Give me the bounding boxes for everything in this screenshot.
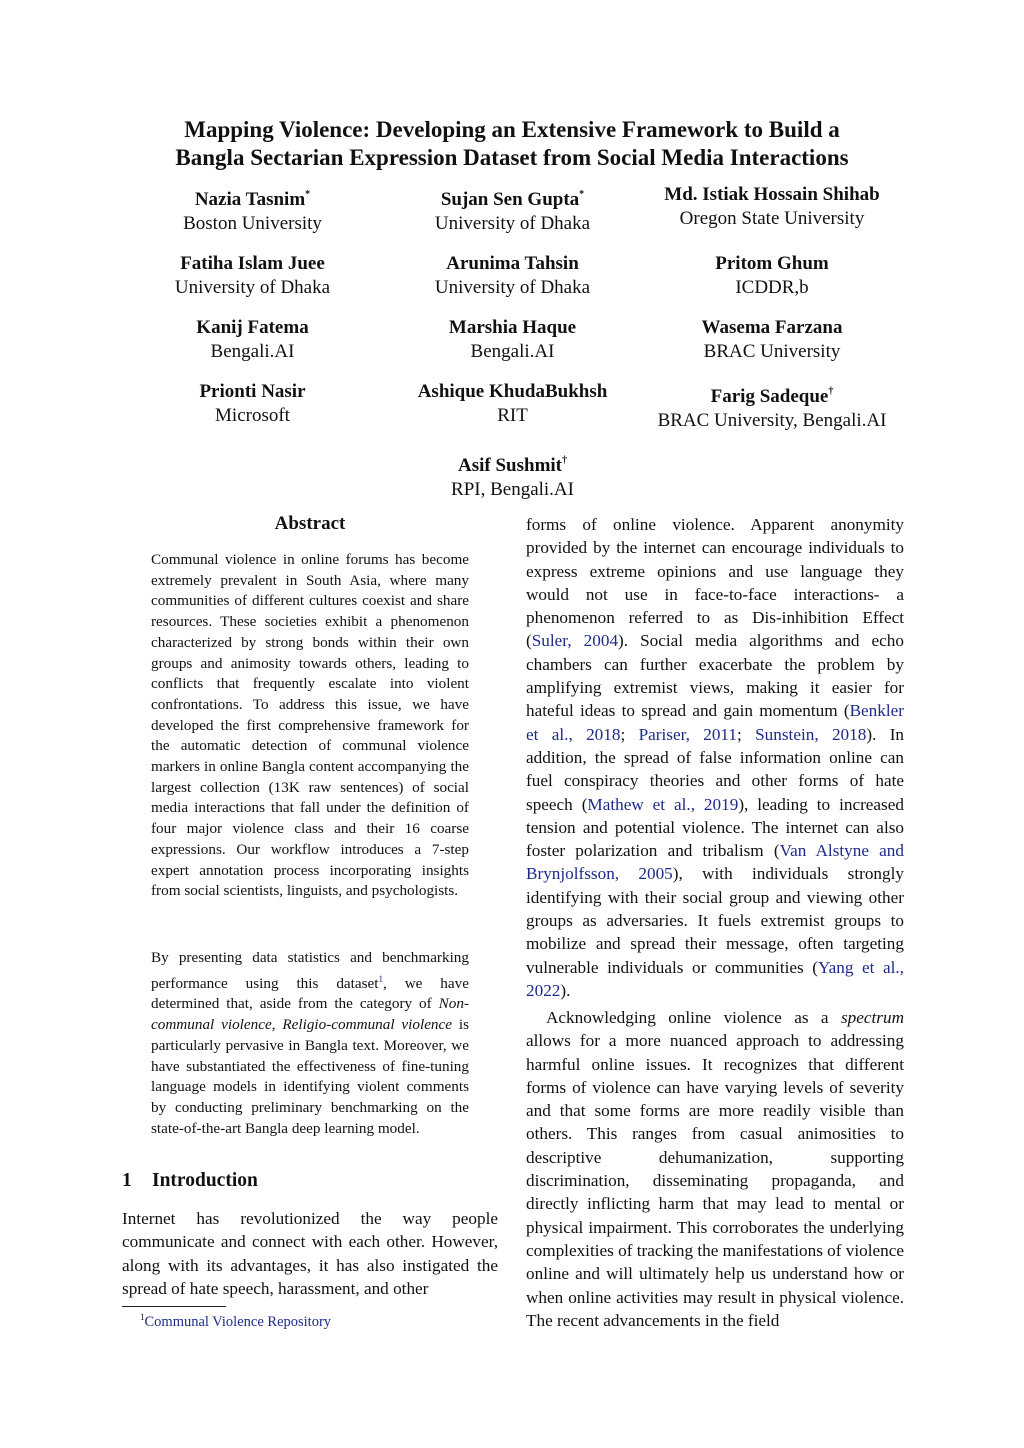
author-name: Wasema Farzana xyxy=(701,317,843,338)
body-text: allows for a more nuanced approach to addressing harmful online issues. It recognizes that different forms of violence can have varying levels of severity and that some forms are more readily visible than others. This ranges from casual animosities to descriptive dehumanization, supporting discrimination, disseminating propaganda, and directly inflicting harm that may lead to mental or physical impairment. This corroborates the underlying complexities of tracking the manifestations of violence online and will ultimately help us understand how or when online activities may result in physical violence. The recent advancements in the field xyxy=(526,1031,905,1330)
author-affiliation: University of Dhaka xyxy=(434,213,591,234)
author-affiliation: Oregon State University xyxy=(679,208,865,229)
author-name: Ashique KhudaBukhsh xyxy=(417,381,608,402)
author-name: Kanij Fatema xyxy=(196,317,309,338)
author-mark: † xyxy=(562,455,567,466)
emphasis-spectrum: spectrum xyxy=(840,1008,904,1027)
citation-link[interactable]: Yang et al., 2022 xyxy=(526,957,904,1000)
citation-link[interactable]: Pariser, 2011 xyxy=(638,724,737,744)
author-affiliation: ICDDR,b xyxy=(735,277,809,298)
author-entry xyxy=(640,316,904,364)
author-entry xyxy=(640,183,904,236)
author-entry xyxy=(640,380,904,433)
author-affiliation: Microsoft xyxy=(215,405,290,426)
intro-paragraph: Internet has revolutionized the way people communicate and connect with each other. However, along with its advantages, it has also instigated the spread of hate speech, harassment, and other xyxy=(122,1209,498,1298)
citation-link[interactable]: Van Alstyne and Brynjolfsson, 2005 xyxy=(526,841,904,884)
author-name: Asif Sushmit xyxy=(458,455,562,476)
author-name: Pritom Ghum xyxy=(715,253,829,274)
author-mark: † xyxy=(828,386,834,397)
author-mark: * xyxy=(305,189,311,200)
author-entry xyxy=(385,380,640,433)
title-line-1: Mapping Violence: Developing an Extensive Framework to Build a xyxy=(184,117,840,142)
citation-link[interactable]: Sunstein, 2018 xyxy=(755,724,867,744)
author-list xyxy=(120,183,904,502)
author-affiliation: RPI, Bengali.AI xyxy=(451,479,574,500)
author-mark: * xyxy=(579,189,585,200)
citation-link[interactable]: Benkler et al., 2018 xyxy=(526,701,904,744)
author-entry xyxy=(385,316,640,364)
abstract-text-2c: , xyxy=(271,1016,283,1034)
abstract-em-2: Religio-communal violence xyxy=(282,1016,453,1034)
section-heading-introduction xyxy=(122,1170,258,1192)
section-title: Introduction xyxy=(152,1170,258,1191)
author-name: Nazia Tasnim xyxy=(194,189,306,210)
author-affiliation: BRAC University xyxy=(703,341,841,362)
citation-link[interactable]: Suler, 2004 xyxy=(531,631,619,651)
right-column-paragraph-2 xyxy=(526,1006,904,1332)
footnote-link[interactable]: Communal Violence Repository xyxy=(144,1314,332,1330)
title-line-2: Bangla Sectarian Expression Dataset from Social Media Interactions xyxy=(175,145,849,170)
abstract-em-1: Non-communal violence xyxy=(151,995,469,1034)
body-text: Acknowledging online violence as a xyxy=(546,1008,841,1027)
author-affiliation: Bengali.AI xyxy=(470,341,555,362)
author-entry xyxy=(640,252,904,300)
abstract-text-2b: , we have determined that, aside from the category of xyxy=(151,974,469,1013)
author-affiliation: Boston University xyxy=(183,213,322,234)
body-text: ). xyxy=(560,980,571,1000)
body-text: ), with individuals strongly identifying with their social group and viewing other groups as adversaries. It fuels extremist groups to mobilize and spread their message, often targeting vulnerable individuals or communities ( xyxy=(526,864,904,977)
section-number: 1 xyxy=(122,1170,132,1191)
author-entry xyxy=(120,252,385,300)
abstract-heading: Abstract xyxy=(274,513,346,534)
body-text: ; xyxy=(620,724,639,744)
abstract-paragraph-2 xyxy=(151,948,469,1139)
author-name: Prionti Nasir xyxy=(199,381,306,402)
citation-link[interactable]: Mathew et al., 2019 xyxy=(587,794,739,814)
right-column-paragraph-1 xyxy=(526,513,904,1002)
author-name: Fatiha Islam Juee xyxy=(180,253,325,274)
author-entry xyxy=(120,380,385,433)
author-name: Arunima Tahsin xyxy=(446,253,579,274)
author-name: Sujan Sen Gupta xyxy=(440,189,580,210)
body-text: ). Social media algorithms and echo chambers can further exacerbate the problem by amplifying extremist views, making it easier for hateful ideas to spread and gain momentum ( xyxy=(526,631,904,721)
author-affiliation: University of Dhaka xyxy=(434,277,591,298)
author-affiliation: RIT xyxy=(497,405,528,426)
author-affiliation: University of Dhaka xyxy=(174,277,331,298)
author-entry xyxy=(385,449,640,502)
author-entry xyxy=(120,316,385,364)
body-text: ; xyxy=(737,724,756,744)
author-entry xyxy=(385,183,640,236)
author-name: Marshia Haque xyxy=(448,317,577,338)
author-affiliation: Bengali.AI xyxy=(210,341,295,362)
body-text: forms of online violence. Apparent anonymity provided by the internet can encourage individuals to express extreme opinions and use language they would not use in face-to-face interactions- a phenomenon referred to as Dis-inhibition Effect ( xyxy=(526,515,904,651)
author-name: Md. Istiak Hossain Shihab xyxy=(664,184,880,205)
abstract-paragraph-1 xyxy=(151,550,469,902)
footnote-rule xyxy=(122,1306,226,1307)
author-entry xyxy=(385,252,640,300)
abstract-text-2a: By presenting data statistics and benchmarking performance using this dataset xyxy=(151,949,469,992)
paper-title xyxy=(100,116,924,172)
footnote-mark: 1 xyxy=(140,1312,145,1322)
author-entry xyxy=(120,183,385,236)
body-text: ). In addition, the spread of false information online can fuel conspiracy theories and other forms of hate speech ( xyxy=(526,724,905,814)
abstract-text-1: Communal violence in online forums has become extremely prevalent in South Asia, where many communities of different cultures coexist and share resources. These societies exhibit a phenomenon characterized by strong bonds within their own groups and animosity towards others, leading to conflicts that frequently escalate into violent confrontations. To address this issue, we have developed the first comprehensive framework for the automatic detection of communal violence markers in online Bangla content accompanying the largest collection (13K raw sentences) of social media interactions that fall under the definition of four major violence class and their 16 coarse expressions. Our workflow introduces a 7-step expert annotation process incorporating insights from social scientists, linguists, and psychologists. xyxy=(151,551,469,900)
footnote-ref-1[interactable]: 1 xyxy=(378,973,383,984)
body-text: ), leading to increased tension and potential violence. The internet can also foster polarization and tribalism ( xyxy=(526,794,904,861)
footnote xyxy=(140,1312,331,1331)
author-name: Farig Sadeque xyxy=(710,386,829,407)
author-affiliation: BRAC University, Bengali.AI xyxy=(657,410,887,431)
abstract-text-2d: is particularly pervasive in Bangla text. Moreover, we have substantiated the effectiveness of fine-tuning language models in identifying violent comments by conducting preliminary benchmarking on the state-of-the-art Bangla deep learning model. xyxy=(151,1016,469,1137)
